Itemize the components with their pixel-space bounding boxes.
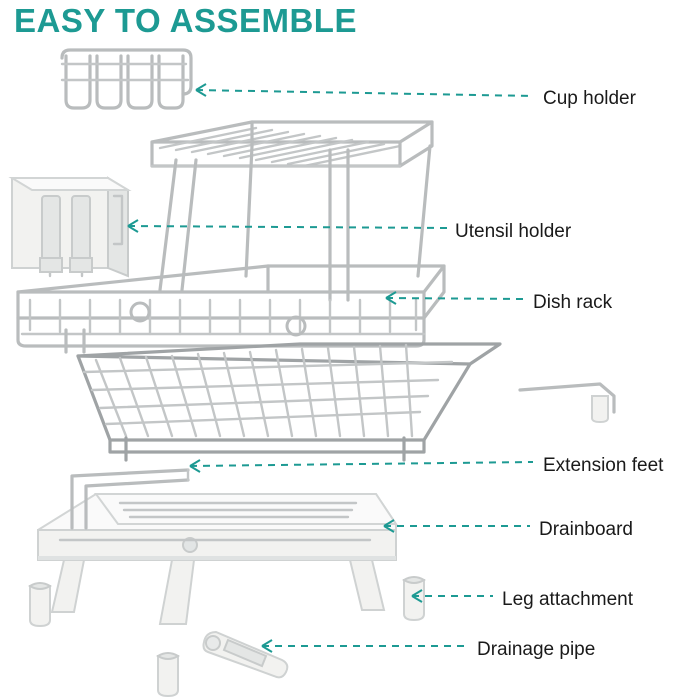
drainboard-part xyxy=(38,470,396,624)
lower-basket-part xyxy=(78,344,614,460)
callout-label-extension-feet: Extension feet xyxy=(543,455,664,476)
utensil-holder-part xyxy=(12,178,128,276)
callout-label-leg-attachment: Leg attachment xyxy=(502,589,633,610)
cup-holder-part xyxy=(62,50,191,108)
callout-label-cup-holder: Cup holder xyxy=(543,88,636,109)
dish-rack-part xyxy=(18,266,444,352)
page-title: EASY TO ASSEMBLE xyxy=(14,2,357,39)
callout-label-dish-rack: Dish rack xyxy=(533,292,613,313)
callout-label-utensil-holder: Utensil holder xyxy=(455,221,572,242)
drainage-pipe-part xyxy=(204,632,288,677)
callout-label-drainboard: Drainboard xyxy=(539,519,633,540)
callout-label-drainage-pipe: Drainage pipe xyxy=(477,639,596,660)
